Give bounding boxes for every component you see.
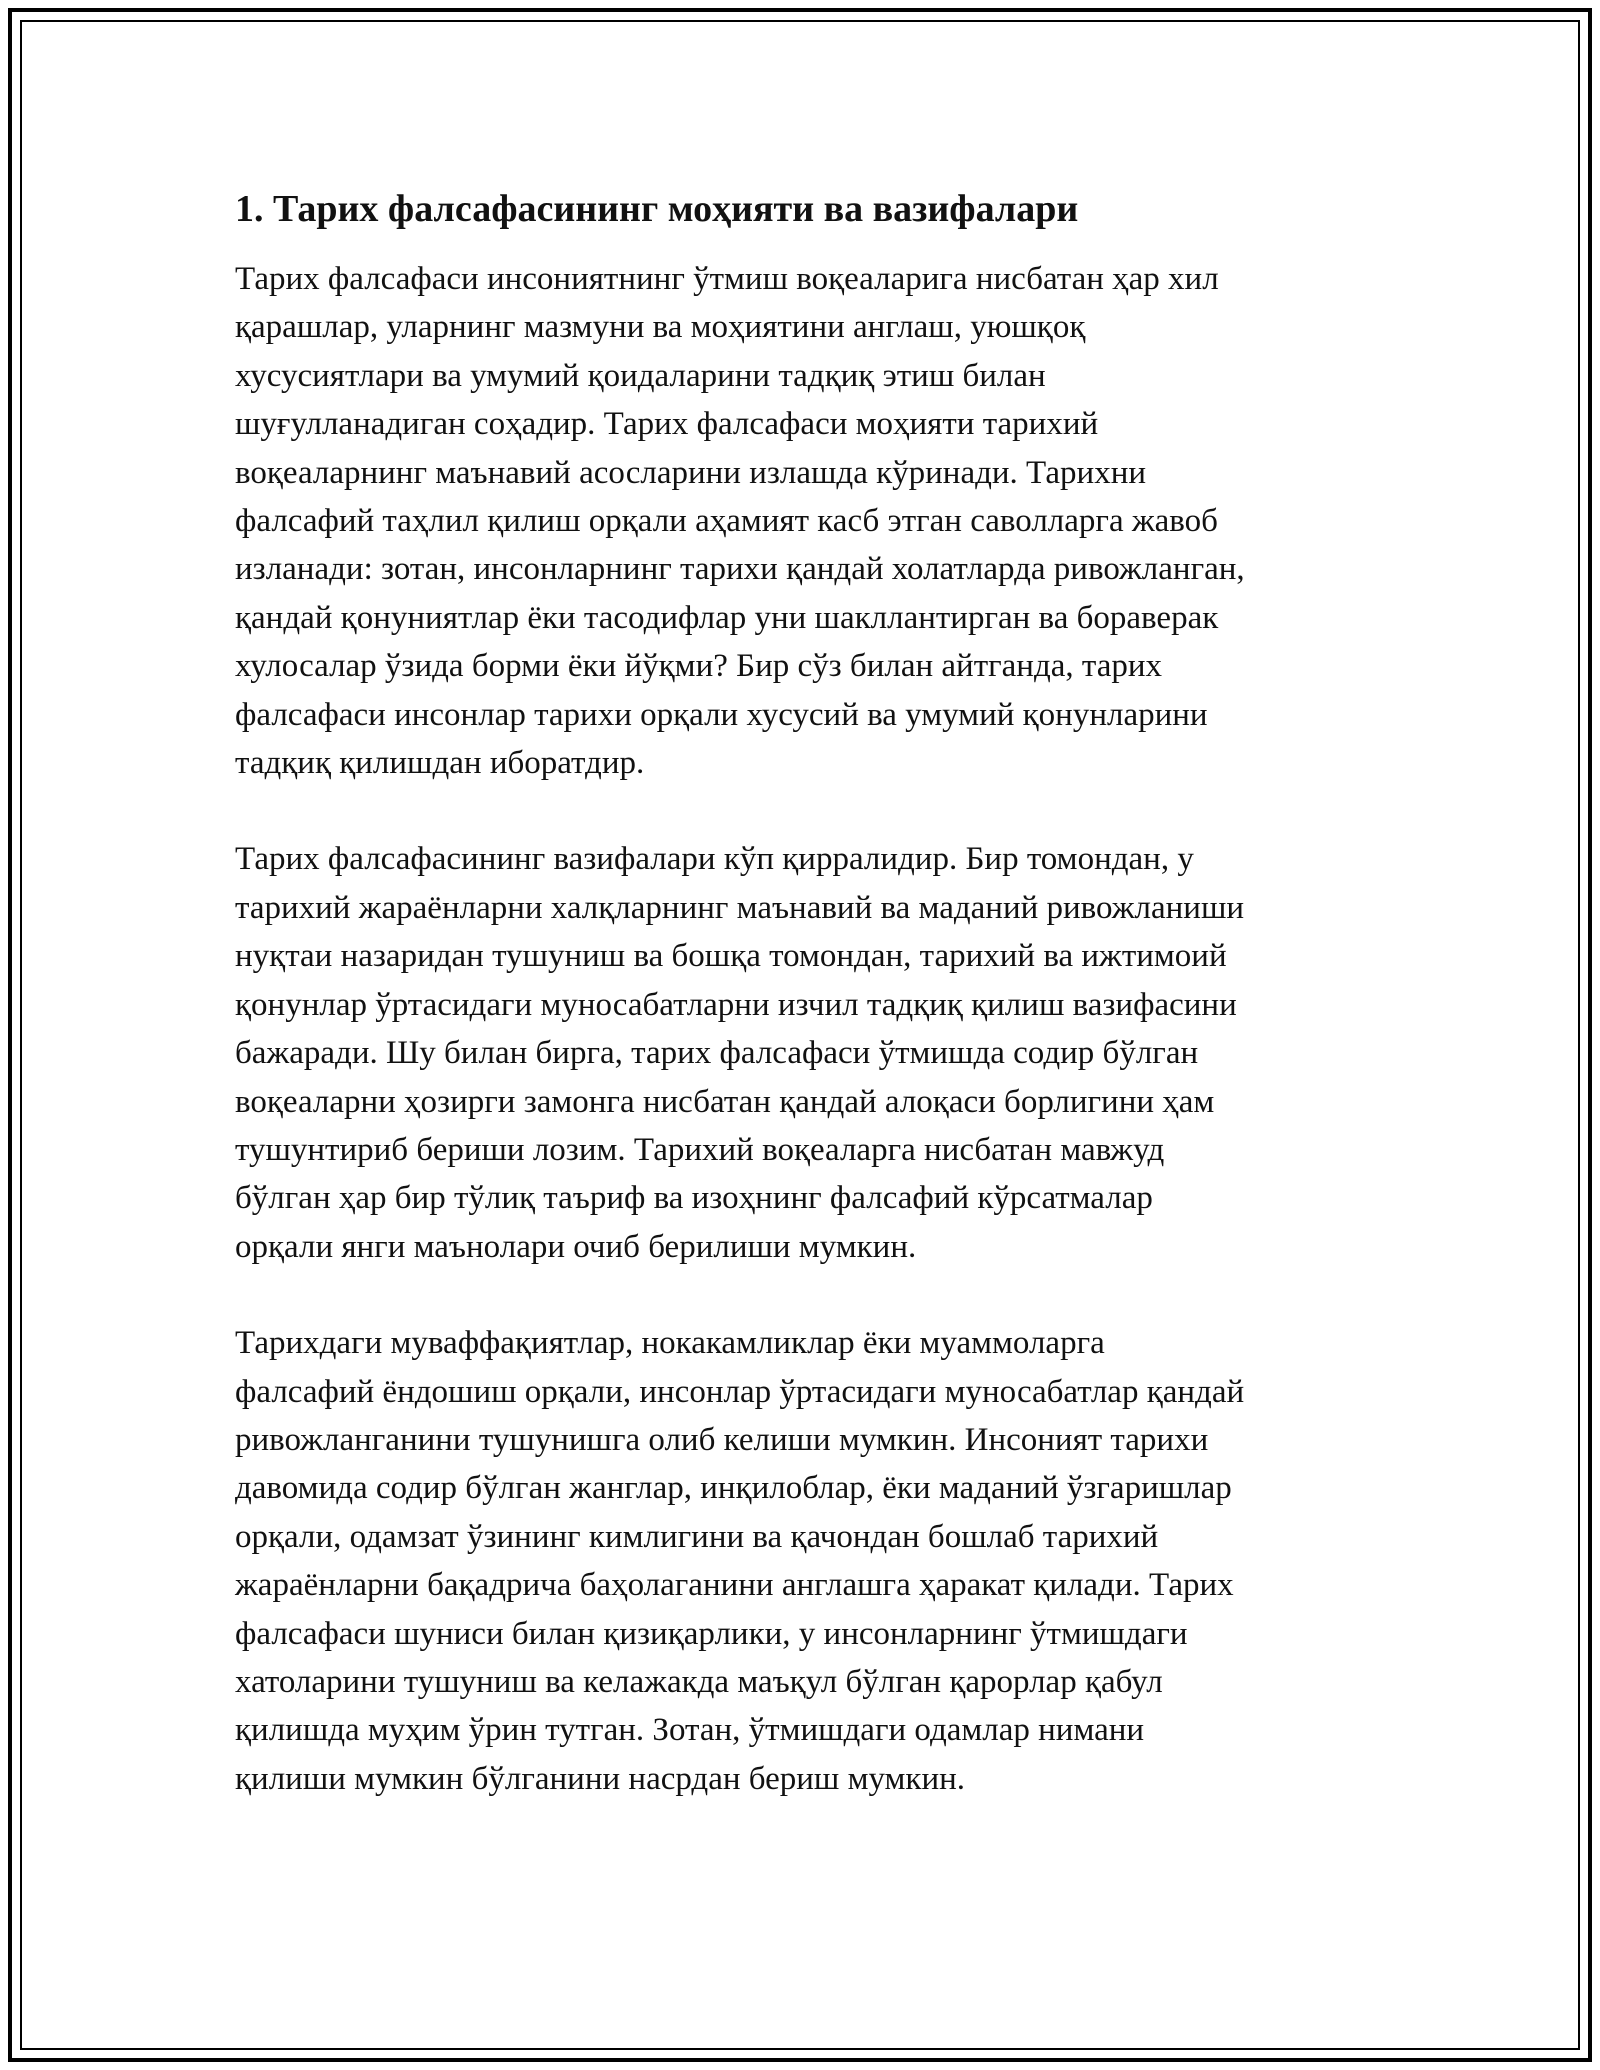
text-line: фалсафаси инсонлар тарихи орқали хусусий ва умумий қонунларини (235, 696, 1208, 733)
text-line: тарихий жараёнларни халқларнинг маънавий ва маданий ривожланиши (235, 889, 1245, 926)
text-line: шуғулланадиган соҳадир. Тарих фалсафаси моҳияти тарихий (235, 406, 1099, 443)
text-line: орқали, одамзат ўзининг кимлигини ва қачондан бошлаб тарихий (235, 1518, 1159, 1555)
text-line: тадқиқ қилишдан иборатдир. (235, 745, 645, 782)
text-line: Тарихдаги муваффақиятлар, нокакамликлар ёки муаммоларга (235, 1325, 1105, 1362)
text-line: фалсафаси шуниси билан қизиқарлики, у инсонларнинг ўтмишдаги (235, 1615, 1188, 1652)
document-body (235, 185, 1365, 1851)
paragraph-2 (235, 835, 1365, 1271)
text-line: қилиши мумкин бўлганини насрдан бериш мумкин. (235, 1760, 966, 1797)
text-line: тушунтириб бериши лозим. Тарихий воқеаларга нисбатан мавжуд (235, 1131, 1165, 1168)
text-line: Тарих фалсафасининг вазифалари кўп қирралидир. Бир томондан, у (235, 841, 1194, 878)
text-line: қандай қонуниятлар ёки тасодифлар уни шакллантирган ва бораверак (235, 599, 1219, 636)
text-line: хатоларини тушуниш ва келажакда маъқул бўлган қарорлар қабул (235, 1663, 1163, 1700)
text-line: воқеаларни ҳозирги замонга нисбатан қандай алоқаси борлигини ҳам (235, 1083, 1215, 1120)
paragraph-3 (235, 1319, 1365, 1803)
text-line: фалсафий ёндошиш орқали, инсонлар ўртасидаги муносабатлар қандай (235, 1373, 1245, 1410)
section-title: 1. Тарих фалсафасининг моҳияти ва вазифалари (235, 188, 1079, 230)
text-line: хусусиятлари ва умумий қоидаларини тадқиқ этиш билан (235, 357, 1046, 394)
text-line: бажаради. Шу билан бирга, тарих фалсафаси ўтмишда содир бўлган (235, 1035, 1199, 1072)
text-line: фалсафий таҳлил қилиш орқали аҳамият касб этган саволларга жавоб (235, 503, 1218, 540)
text-line: қарашлар, уларнинг мазмуни ва моҳиятини англаш, уюшқоқ (235, 309, 1086, 346)
text-line: Тарих фалсафаси инсониятнинг ўтмиш воқеаларига нисбатан ҳар хил (235, 261, 1219, 297)
text-line: нуқтаи назаридан тушуниш ва бошқа томондан, тарихий ва ижтимоий (235, 938, 1227, 975)
text-line: жараёнларни бақадрича баҳолаганини англашга ҳаракат қилади. Тарих (235, 1567, 1234, 1604)
text-line: қилишда муҳим ўрин тутган. Зотан, ўтмишдаги одамлар нимани (235, 1712, 1145, 1749)
text-line: воқеаларнинг маънавий асосларини излашда кўринади. Тарихни (235, 454, 1147, 491)
text-line: изланади: зотан, инсонларнинг тарихи қандай холатларда ривожланган, (235, 551, 1245, 588)
text-line: орқали янги маънолари очиб берилиши мумкин. (235, 1228, 917, 1265)
text-line: давомида содир бўлган жанглар, инқилоблар, ёки маданий ўзгаришлар (235, 1470, 1232, 1507)
text-line: қонунлар ўртасидаги муносабатларни изчил тадқиқ қилиш вазифасини (235, 986, 1237, 1023)
text-line: ривожланганини тушунишга олиб келиши мумкин. Инсоният тарихи (235, 1421, 1209, 1458)
text-line: бўлган ҳар бир тўлиқ таъриф ва изоҳнинг фалсафий кўрсатмалар (235, 1180, 1153, 1217)
text-line: хулосалар ўзида борми ёки йўқми? Бир сўз билан айтганда, тарих (235, 648, 1163, 685)
paragraph-1 (235, 255, 1365, 787)
